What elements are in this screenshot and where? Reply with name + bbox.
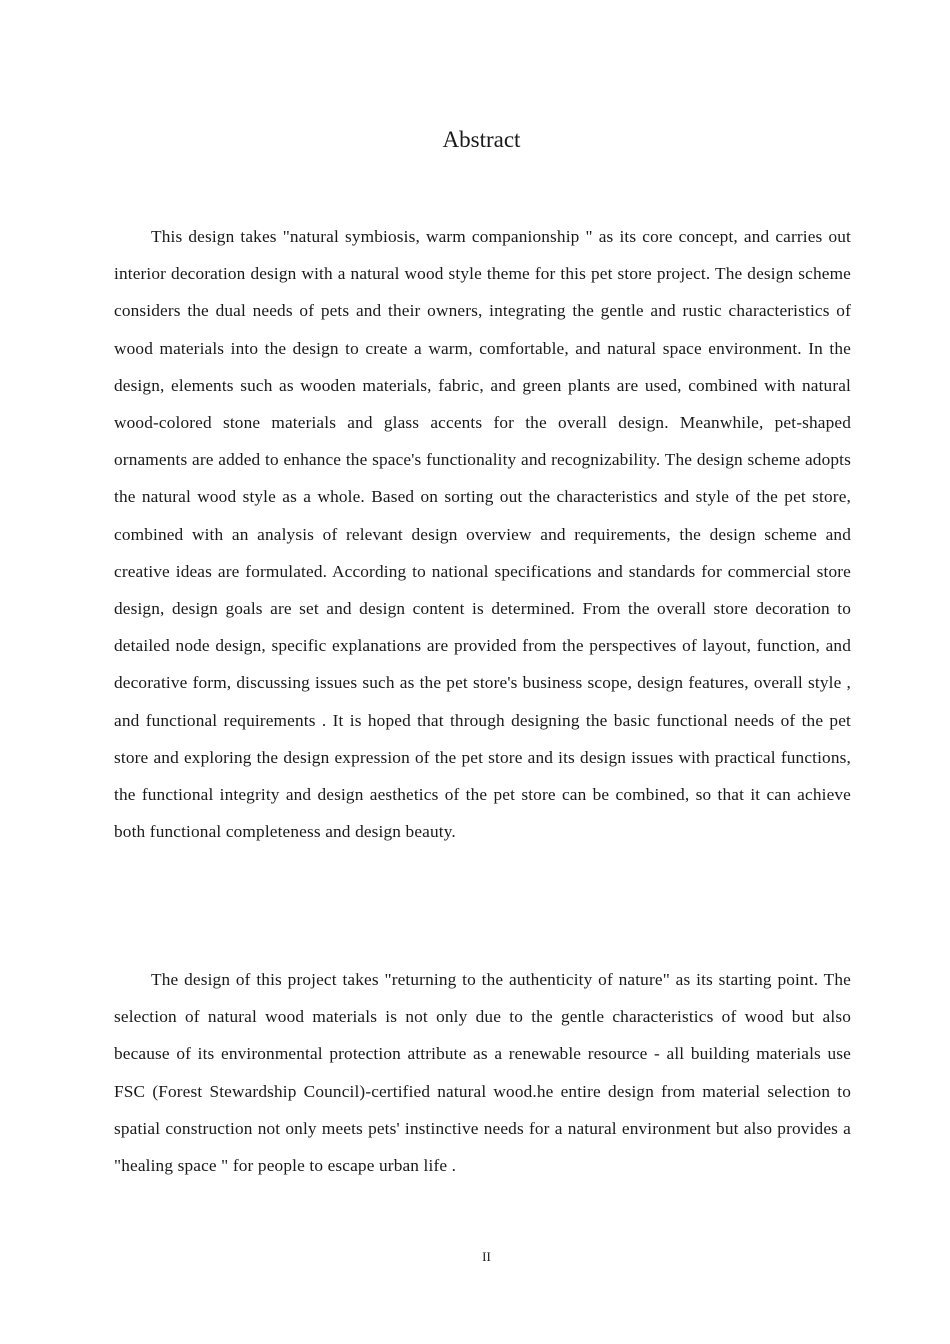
- abstract-title: Abstract: [442, 127, 521, 152]
- abstract-paragraph-2: The design of this project takes "returning to the authenticity of nature" as its starting point. The selection of natural wood materials is not only due to the gentle characteristics of wood but also because of its environmental protection attribute as a renewable resource - all building materials use FSC (Forest Stewardship Council)-certified natural wood.he entire design from material selection to spatial construction not only meets pets' instinctive needs for a natural environment but also provides a "healing space " for people to escape urban life .: [114, 970, 851, 1176]
- abstract-paragraph-1: This design takes "natural symbiosis, warm companionship " as its core concept, and carries out interior decoration design with a natural wood style theme for this pet store project. The design scheme considers the dual needs of pets and their owners, integrating the gentle and rustic characteristics of wood materials into the design to create a warm, comfortable, and natural space environment. In the design, elements such as wooden materials, fabric, and green plants are used, combined with natural wood-colored stone materials and glass accents for the overall design. Meanwhile, pet-shaped ornaments are added to enhance the space's functionality and recognizability. The design scheme adopts the natural wood style as a whole. Based on sorting out the characteristics and style of the pet store, combined with an analysis of relevant design overview and requirements, the design scheme and creative ideas are formulated. According to national specifications and standards for commercial store design, design goals are set and design content is determined. From the overall store decoration to detailed node design, specific explanations are provided from the perspectives of layout, function, and decorative form, discussing issues such as the pet store's business scope, design features, overall style , and functional requirements . It is hoped that through designing the basic functional needs of the pet store and exploring the design expression of the pet store and its design issues with practical functions, the functional integrity and design aesthetics of the pet store can be combined, so that it can achieve both functional completeness and design beauty.: [114, 227, 851, 842]
- page-number: II: [482, 1249, 491, 1264]
